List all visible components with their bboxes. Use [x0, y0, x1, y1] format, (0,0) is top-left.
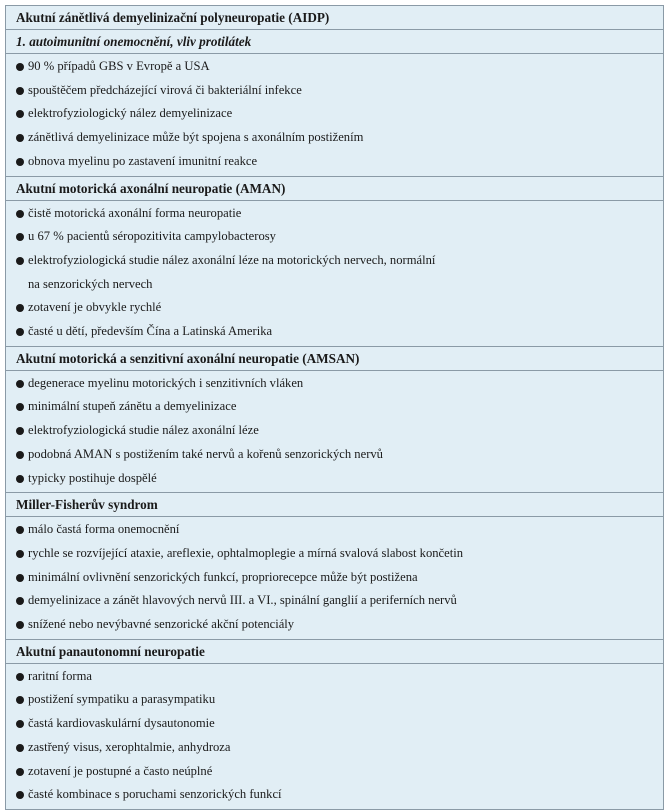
list-item: elektrofyziologický nález demyelinizace [6, 102, 663, 126]
list-item: rychle se rozvíjející ataxie, areflexie, ophtalmoplegie a mírná svalová slabost končetin [6, 542, 663, 566]
section-title: Akutní panautonomní neuropatie [6, 639, 663, 664]
section-amsan [6, 346, 663, 493]
list-item: zotavení je postupné a často neúplné [6, 760, 663, 784]
section-title: Miller-Fisherův syndrom [6, 492, 663, 517]
bullet-icon [16, 257, 24, 265]
bullet-icon [16, 475, 24, 483]
list-item: zotavení je obvykle rychlé [6, 296, 663, 320]
bullet-icon [16, 304, 24, 312]
bullet-icon [16, 158, 24, 166]
list-item: minimální stupeň zánětu a demyelinizace [6, 395, 663, 419]
list-item: spouštěčem předcházející virová či bakteriální infekce [6, 79, 663, 103]
bullet-icon [16, 427, 24, 435]
list-item: zánětlivá demyelinizace může být spojena s axonálním postižením [6, 126, 663, 150]
list-item: typicky postihuje dospělé [6, 467, 663, 491]
list-item: časté kombinace s poruchami senzorických funkcí [6, 783, 663, 807]
list-item: postižení sympatiku a parasympatiku [6, 688, 663, 712]
list-item: snížené nebo nevýbavné senzorické akční potenciály [6, 613, 663, 637]
bullet-icon [16, 403, 24, 411]
list-item: demyelinizace a zánět hlavových nervů III. a VI., spinální ganglií a periferních nervů [6, 589, 663, 613]
list-item: podobná AMAN s postižením také nervů a kořenů senzorických nervů [6, 443, 663, 467]
bullet-icon [16, 574, 24, 582]
bullet-icon [16, 210, 24, 218]
bullet-icon [16, 621, 24, 629]
list-item: čistě motorická axonální forma neuropatie [6, 202, 663, 226]
bullet-icon [16, 744, 24, 752]
list-item: raritní forma [6, 665, 663, 689]
bullet-icon [16, 134, 24, 142]
bullet-icon [16, 791, 24, 799]
list-item: zastřený visus, xerophtalmie, anhydroza [6, 736, 663, 760]
list-item: degenerace myelinu motorických i senzitivních vláken [6, 372, 663, 396]
list-item: elektrofyziologická studie nález axonální léze na motorických nervech, normální [6, 249, 663, 273]
list-item: časté u dětí, především Čína a Latinská Amerika [6, 320, 663, 344]
list-item: minimální ovlivnění senzorických funkcí, propriorecepce může být postižena [6, 566, 663, 590]
section-title: Akutní motorická a senzitivní axonální neuropatie (AMSAN) [6, 346, 663, 371]
bullet-icon [16, 720, 24, 728]
bullet-icon [16, 87, 24, 95]
section-aidp [6, 6, 663, 176]
bullet-icon [16, 110, 24, 118]
list-item: častá kardiovaskulární dysautonomie [6, 712, 663, 736]
bullet-icon [16, 550, 24, 558]
bullet-icon [16, 673, 24, 681]
bullet-icon [16, 380, 24, 388]
list-item: elektrofyziologická studie nález axonální léze [6, 419, 663, 443]
section-panautonomic [6, 639, 663, 809]
bullet-icon [16, 328, 24, 336]
list-item: málo častá forma onemocnění [6, 518, 663, 542]
bullet-icon [16, 696, 24, 704]
list-item: obnova myelinu po zastavení imunitní reakce [6, 150, 663, 174]
bullet-icon [16, 597, 24, 605]
bullet-icon [16, 63, 24, 71]
bullet-icon [16, 526, 24, 534]
bullet-icon [16, 233, 24, 241]
section-miller-fisher [6, 492, 663, 639]
section-aman [6, 176, 663, 346]
section-subtitle: 1. autoimunitní onemocnění, vliv protilátek [6, 30, 663, 54]
bullet-icon [16, 768, 24, 776]
bullet-icon [16, 451, 24, 459]
list-item: 90 % případů GBS v Evropě a USA [6, 55, 663, 79]
section-title: Akutní zánětlivá demyelinizační polyneuropatie (AIDP) [6, 6, 663, 30]
list-item-continuation: na senzorických nervech [28, 276, 153, 291]
list-item: u 67 % pacientů séropozitivita campylobacterosy [6, 225, 663, 249]
gbs-subtypes-table [5, 5, 664, 810]
section-title: Akutní motorická axonální neuropatie (AMAN) [6, 176, 663, 201]
